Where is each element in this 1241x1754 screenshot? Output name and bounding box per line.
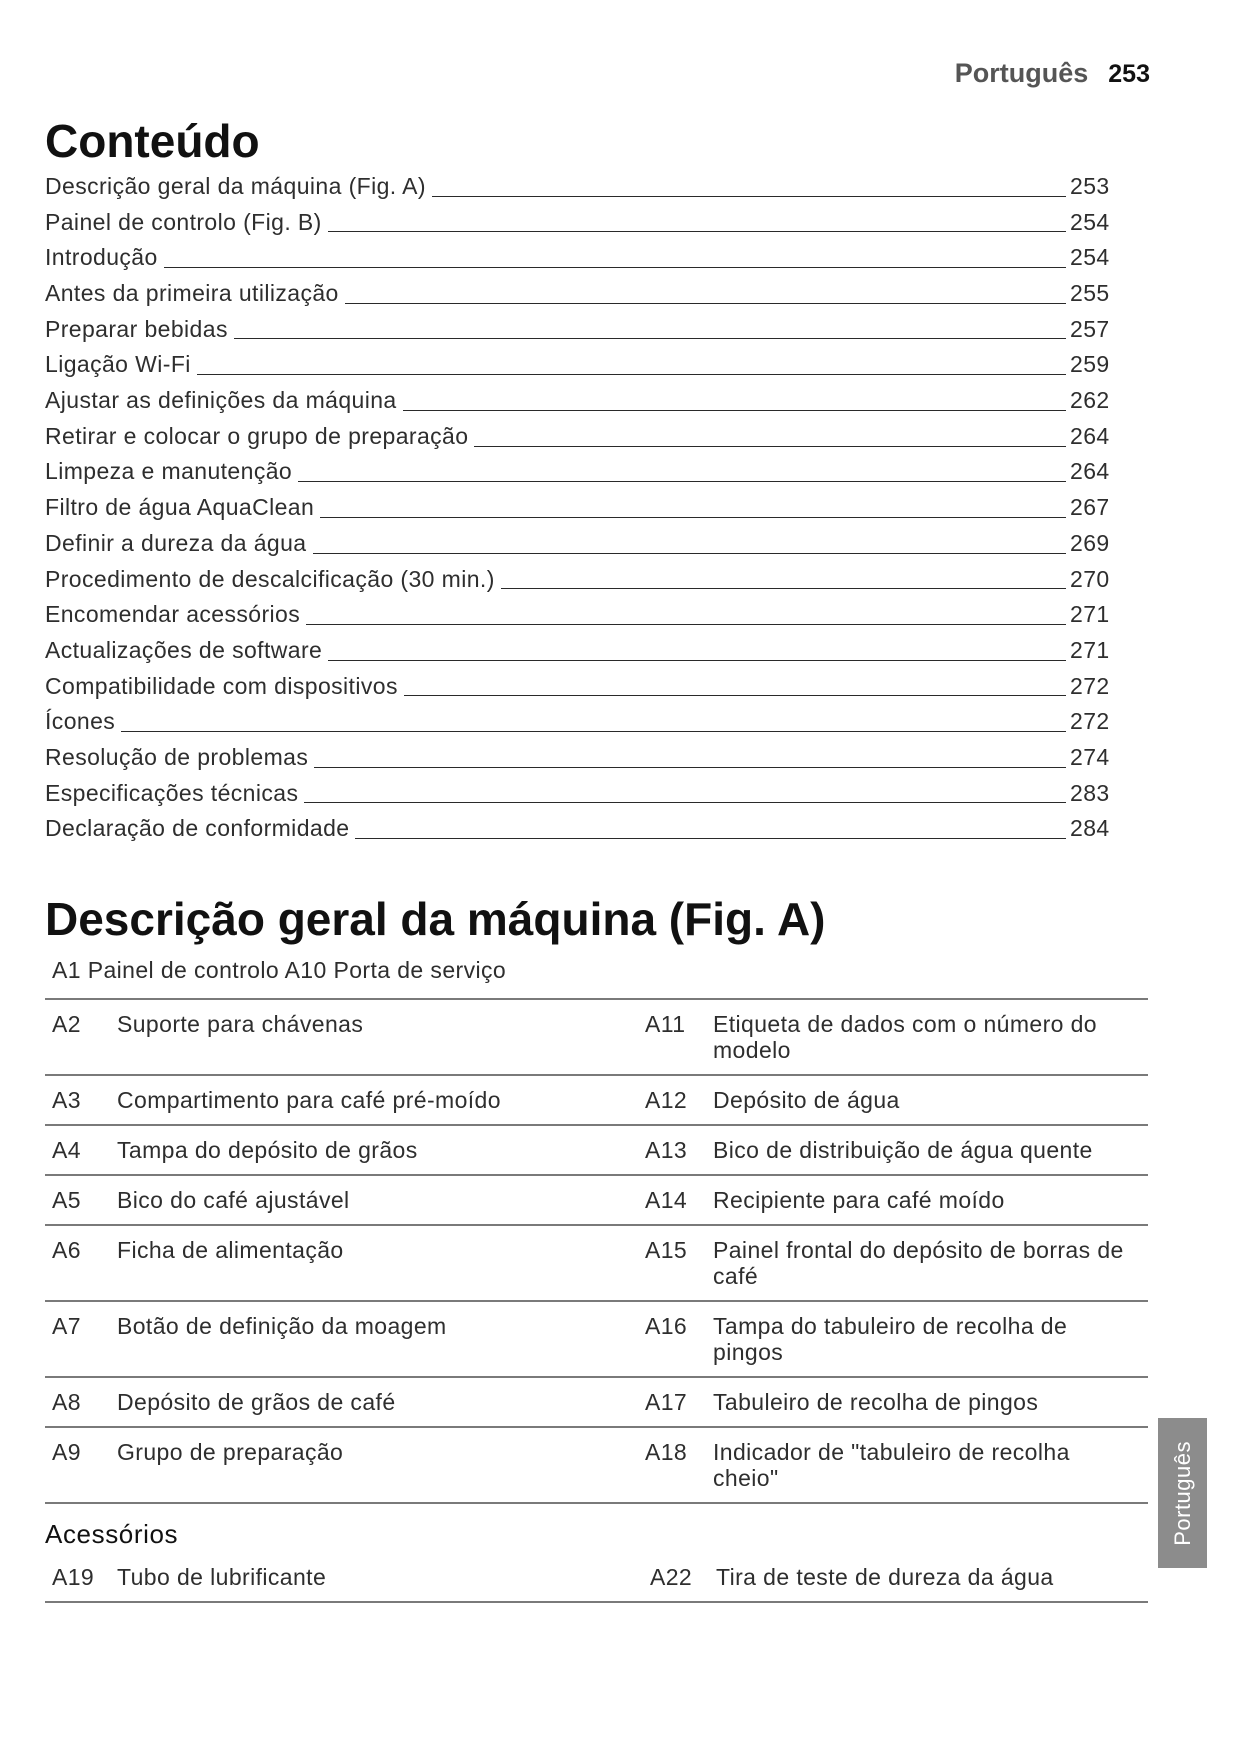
toc-leader-line — [320, 517, 1066, 518]
part-label: Bico de distribuição de água quente — [713, 1137, 1093, 1163]
toc-leader-line — [234, 338, 1066, 339]
part-code: A18 — [645, 1439, 688, 1465]
toc-entry-label: Procedimento de descalcificação (30 min.) — [45, 565, 495, 592]
toc-entry — [45, 312, 1120, 348]
part-label: Indicador de "tabuleiro de recolha cheio" — [713, 1439, 1070, 1491]
header-language: Português — [954, 58, 1089, 88]
toc-entry — [45, 240, 1120, 276]
language-side-tab — [1158, 1418, 1207, 1568]
part-code: A16 — [645, 1313, 688, 1339]
toc-leader-line — [345, 303, 1066, 304]
part-code: A4 — [52, 1137, 81, 1163]
toc-entry — [45, 704, 1120, 740]
part-code: A12 — [645, 1087, 688, 1113]
toc-leader-line — [304, 802, 1066, 803]
part-code: A2 — [52, 1011, 81, 1037]
toc-entry-label: Retirar e colocar o grupo de preparação — [45, 422, 469, 449]
accessories-heading: Acessórios — [45, 1519, 179, 1549]
toc-entry-page: 284 — [1070, 815, 1110, 842]
parts-table — [45, 998, 1148, 1504]
toc-entry-page: 264 — [1070, 458, 1110, 485]
toc-entry — [45, 597, 1120, 633]
part-code: A7 — [52, 1313, 81, 1339]
toc-entry-label: Ícones — [45, 708, 116, 735]
toc-entry — [45, 811, 1120, 847]
toc-entry-label: Declaração de conformidade — [45, 815, 350, 842]
toc-leader-line — [306, 624, 1066, 625]
page-number: 253 — [1108, 60, 1150, 88]
toc-entry-label: Definir a dureza da água — [45, 529, 307, 556]
toc-leader-line — [501, 588, 1066, 589]
accessories-table — [45, 1553, 1148, 1603]
toc-entry-label: Preparar bebidas — [45, 315, 228, 342]
toc-leader-line — [164, 267, 1066, 268]
toc-entry — [45, 740, 1120, 776]
toc-entry-page: 274 — [1070, 743, 1110, 770]
part-code: A22 — [650, 1564, 693, 1590]
toc-entry — [45, 205, 1120, 241]
part-row — [45, 1000, 1148, 1076]
part-label: Compartimento para café pré-moído — [117, 1087, 501, 1113]
toc-entry-label: Resolução de problemas — [45, 743, 309, 770]
part-row — [45, 1226, 1148, 1302]
part-code: A15 — [645, 1237, 688, 1263]
part-label: Recipiente para café moído — [713, 1187, 1005, 1213]
overview-intro: A1 Painel de controlo A10 Porta de serviço — [52, 957, 507, 983]
toc-entry-label: Ajustar as definições da máquina — [45, 387, 397, 414]
toc-entry-label: Limpeza e manutenção — [45, 458, 293, 485]
toc-entry — [45, 526, 1120, 562]
toc-entry-page: 272 — [1070, 672, 1110, 699]
toc-entry-page: 255 — [1070, 280, 1110, 307]
table-of-contents — [45, 169, 1120, 847]
part-code: A9 — [52, 1439, 81, 1465]
part-label: Tabuleiro de recolha de pingos — [713, 1389, 1039, 1415]
part-code: A17 — [645, 1389, 688, 1415]
part-code: A14 — [645, 1187, 688, 1213]
toc-leader-line — [404, 695, 1066, 696]
part-row — [45, 1378, 1148, 1428]
toc-entry — [45, 669, 1120, 705]
toc-entry — [45, 169, 1120, 205]
part-row — [45, 1553, 1148, 1603]
toc-entry-label: Painel de controlo (Fig. B) — [45, 208, 322, 235]
toc-entry-page: 254 — [1070, 244, 1110, 271]
toc-entry-label: Descrição geral da máquina (Fig. A) — [45, 172, 426, 199]
part-code: A11 — [645, 1011, 686, 1037]
toc-entry-page: 267 — [1070, 494, 1110, 521]
running-header — [955, 57, 1150, 90]
toc-leader-line — [314, 767, 1066, 768]
part-label: Tubo de lubrificante — [117, 1564, 327, 1590]
toc-entry-page: 264 — [1070, 422, 1110, 449]
toc-entry-page: 262 — [1070, 387, 1110, 414]
part-label: Tampa do tabuleiro de recolha de pingos — [713, 1313, 1068, 1365]
toc-entry-page: 272 — [1070, 708, 1110, 735]
part-row — [45, 1428, 1148, 1504]
part-label: Suporte para chávenas — [117, 1011, 364, 1037]
toc-entry-label: Antes da primeira utilização — [45, 280, 339, 307]
part-code: A3 — [52, 1087, 81, 1113]
toc-entry — [45, 562, 1120, 598]
toc-entry-label: Actualizações de software — [45, 636, 323, 663]
toc-entry — [45, 419, 1120, 455]
part-label: Depósito de grãos de café — [117, 1389, 396, 1415]
toc-leader-line — [328, 660, 1066, 661]
part-code: A6 — [52, 1237, 81, 1263]
part-code: A8 — [52, 1389, 81, 1415]
part-label: Tira de teste de dureza da água — [716, 1564, 1054, 1590]
part-label: Etiqueta de dados com o número do modelo — [713, 1011, 1097, 1063]
toc-leader-line — [197, 374, 1066, 375]
side-tab-label: Português — [1169, 1440, 1195, 1546]
toc-entry — [45, 276, 1120, 312]
toc-entry-label: Compatibilidade com dispositivos — [45, 672, 398, 699]
toc-entry-label: Introdução — [45, 244, 158, 271]
toc-leader-line — [121, 731, 1066, 732]
part-label: Bico do café ajustável — [117, 1187, 350, 1213]
part-label: Tampa do depósito de grãos — [117, 1137, 418, 1163]
toc-entry-label: Especificações técnicas — [45, 779, 299, 806]
toc-entry — [45, 490, 1120, 526]
toc-entry-page: 253 — [1070, 172, 1110, 199]
part-label: Depósito de água — [713, 1087, 900, 1113]
part-label: Botão de definição da moagem — [117, 1313, 447, 1339]
toc-entry-page: 270 — [1070, 565, 1110, 592]
toc-entry-page: 271 — [1070, 636, 1110, 663]
part-row — [45, 1302, 1148, 1378]
toc-entry-page: 254 — [1070, 208, 1110, 235]
toc-entry-label: Ligação Wi-Fi — [45, 351, 191, 378]
toc-title: Conteúdo — [45, 115, 260, 167]
part-code: A5 — [52, 1187, 81, 1213]
toc-entry-label: Filtro de água AquaClean — [45, 494, 315, 521]
part-code: A13 — [645, 1137, 688, 1163]
toc-entry-page: 283 — [1070, 779, 1110, 806]
part-row — [45, 1176, 1148, 1226]
toc-leader-line — [355, 838, 1066, 839]
toc-leader-line — [432, 196, 1066, 197]
toc-entry — [45, 633, 1120, 669]
toc-entry — [45, 347, 1120, 383]
toc-entry — [45, 455, 1120, 491]
toc-entry-page: 269 — [1070, 529, 1110, 556]
overview-title: Descrição geral da máquina (Fig. A) — [45, 893, 826, 945]
toc-entry-label: Encomendar acessórios — [45, 601, 301, 628]
toc-entry — [45, 776, 1120, 812]
toc-entry-page: 259 — [1070, 351, 1110, 378]
toc-leader-line — [474, 446, 1066, 447]
toc-leader-line — [328, 231, 1066, 232]
toc-entry — [45, 383, 1120, 419]
part-label: Painel frontal do depósito de borras de café — [713, 1237, 1124, 1289]
toc-leader-line — [298, 481, 1066, 482]
part-row — [45, 1076, 1148, 1126]
toc-leader-line — [313, 553, 1067, 554]
toc-entry-page: 257 — [1070, 315, 1110, 342]
part-code: A19 — [52, 1564, 95, 1590]
toc-entry-page: 271 — [1070, 601, 1110, 628]
part-label: Grupo de preparação — [117, 1439, 344, 1465]
part-label: Ficha de alimentação — [117, 1237, 344, 1263]
part-row — [45, 1126, 1148, 1176]
toc-leader-line — [403, 410, 1066, 411]
